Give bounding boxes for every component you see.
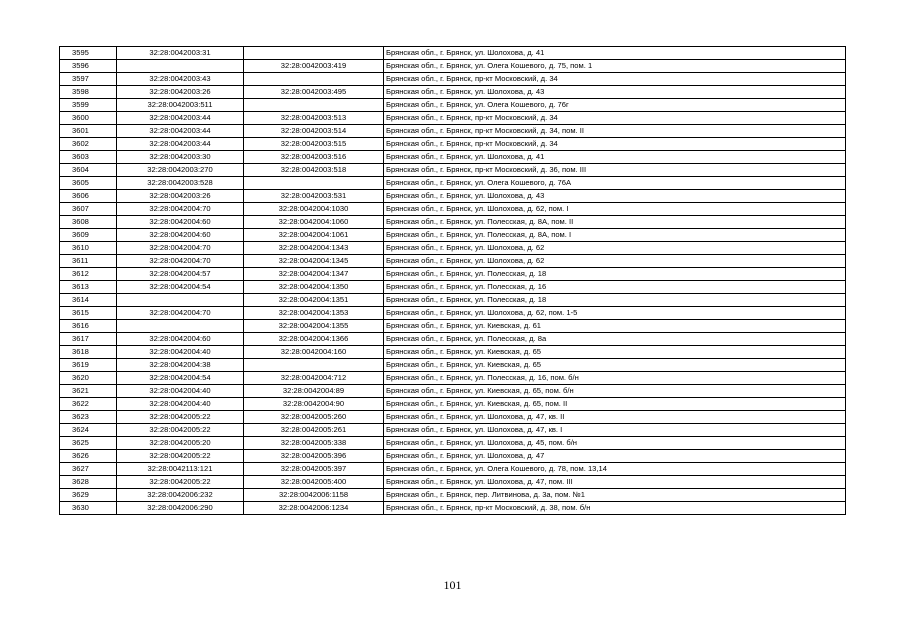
row-number: 3626 bbox=[60, 450, 117, 463]
table-row bbox=[60, 346, 846, 359]
row-number: 3610 bbox=[60, 242, 117, 255]
address: Брянская обл., г. Брянск, ул. Киевская, д. 65 bbox=[384, 346, 846, 359]
parcel-cadastral-number bbox=[117, 294, 244, 307]
address: Брянская обл., г. Брянск, ул. Шолохова, д. 62, пом. I bbox=[384, 203, 846, 216]
object-cadastral-number: 32:28:0042005:397 bbox=[244, 463, 384, 476]
object-cadastral-number: 32:28:0042004:1351 bbox=[244, 294, 384, 307]
object-cadastral-number: 32:28:0042004:1350 bbox=[244, 281, 384, 294]
table-row bbox=[60, 359, 846, 372]
parcel-cadastral-number: 32:28:0042003:44 bbox=[117, 138, 244, 151]
parcel-cadastral-number: 32:28:0042003:44 bbox=[117, 125, 244, 138]
table-row bbox=[60, 164, 846, 177]
row-number: 3614 bbox=[60, 294, 117, 307]
table-row bbox=[60, 216, 846, 229]
table-row bbox=[60, 398, 846, 411]
row-number: 3630 bbox=[60, 502, 117, 515]
parcel-cadastral-number: 32:28:0042004:57 bbox=[117, 268, 244, 281]
row-number: 3606 bbox=[60, 190, 117, 203]
object-cadastral-number: 32:28:0042003:518 bbox=[244, 164, 384, 177]
object-cadastral-number bbox=[244, 99, 384, 112]
address: Брянская обл., г. Брянск, ул. Шолохова, д. 62, пом. 1-5 bbox=[384, 307, 846, 320]
address: Брянская обл., г. Брянск, ул. Шолохова, д. 41 bbox=[384, 47, 846, 60]
address: Брянская обл., г. Брянск, ул. Шолохова, д. 47, кв. II bbox=[384, 411, 846, 424]
object-cadastral-number: 32:28:0042004:160 bbox=[244, 346, 384, 359]
row-number: 3600 bbox=[60, 112, 117, 125]
table-row bbox=[60, 125, 846, 138]
table-row bbox=[60, 151, 846, 164]
row-number: 3602 bbox=[60, 138, 117, 151]
table-row bbox=[60, 502, 846, 515]
parcel-cadastral-number: 32:28:0042004:40 bbox=[117, 398, 244, 411]
parcel-cadastral-number: 32:28:0042005:22 bbox=[117, 476, 244, 489]
parcel-cadastral-number: 32:28:0042004:60 bbox=[117, 333, 244, 346]
table-row bbox=[60, 268, 846, 281]
object-cadastral-number: 32:28:0042003:516 bbox=[244, 151, 384, 164]
page-number: 101 bbox=[443, 578, 462, 592]
address: Брянская обл., г. Брянск, пр-кт Московский, д. 34 bbox=[384, 138, 846, 151]
address: Брянская обл., г. Брянск, ул. Шолохова, д. 62 bbox=[384, 242, 846, 255]
parcel-cadastral-number: 32:28:0042004:54 bbox=[117, 372, 244, 385]
address: Брянская обл., г. Брянск, ул. Шолохова, д. 43 bbox=[384, 86, 846, 99]
object-cadastral-number bbox=[244, 177, 384, 190]
parcel-cadastral-number: 32:28:0042006:290 bbox=[117, 502, 244, 515]
address: Брянская обл., г. Брянск, ул. Полесская, д. 16 bbox=[384, 281, 846, 294]
parcel-cadastral-number: 32:28:0042003:44 bbox=[117, 112, 244, 125]
row-number: 3628 bbox=[60, 476, 117, 489]
table-row bbox=[60, 320, 846, 333]
object-cadastral-number: 32:28:0042005:338 bbox=[244, 437, 384, 450]
object-cadastral-number: 32:28:0042006:1158 bbox=[244, 489, 384, 502]
row-number: 3624 bbox=[60, 424, 117, 437]
object-cadastral-number: 32:28:0042004:1060 bbox=[244, 216, 384, 229]
parcel-cadastral-number: 32:28:0042003:30 bbox=[117, 151, 244, 164]
parcel-cadastral-number: 32:28:0042003:270 bbox=[117, 164, 244, 177]
object-cadastral-number: 32:28:0042005:261 bbox=[244, 424, 384, 437]
parcel-cadastral-number: 32:28:0042005:22 bbox=[117, 411, 244, 424]
table-row bbox=[60, 242, 846, 255]
table-row bbox=[60, 424, 846, 437]
address: Брянская обл., г. Брянск, ул. Полесская, д. 8А, пом. I bbox=[384, 229, 846, 242]
address: Брянская обл., г. Брянск, пр-кт Московский, д. 38, пом. б/н bbox=[384, 502, 846, 515]
table-body bbox=[60, 47, 846, 515]
parcel-cadastral-number: 32:28:0042003:43 bbox=[117, 73, 244, 86]
address: Брянская обл., г. Брянск, ул. Шолохова, д. 47, пом. III bbox=[384, 476, 846, 489]
row-number: 3596 bbox=[60, 60, 117, 73]
object-cadastral-number bbox=[244, 47, 384, 60]
table-row bbox=[60, 450, 846, 463]
parcel-cadastral-number bbox=[117, 320, 244, 333]
table-row bbox=[60, 86, 846, 99]
object-cadastral-number: 32:28:0042004:1343 bbox=[244, 242, 384, 255]
row-number: 3603 bbox=[60, 151, 117, 164]
object-cadastral-number: 32:28:0042005:260 bbox=[244, 411, 384, 424]
row-number: 3629 bbox=[60, 489, 117, 502]
address: Брянская обл., г. Брянск, ул. Шолохова, д. 43 bbox=[384, 190, 846, 203]
table-row bbox=[60, 411, 846, 424]
table-row bbox=[60, 47, 846, 60]
address: Брянская обл., г. Брянск, пр-кт Московский, д. 34 bbox=[384, 73, 846, 86]
row-number: 3619 bbox=[60, 359, 117, 372]
row-number: 3620 bbox=[60, 372, 117, 385]
row-number: 3605 bbox=[60, 177, 117, 190]
parcel-cadastral-number: 32:28:0042004:40 bbox=[117, 385, 244, 398]
table-row bbox=[60, 489, 846, 502]
object-cadastral-number: 32:28:0042004:1030 bbox=[244, 203, 384, 216]
object-cadastral-number: 32:28:0042004:1355 bbox=[244, 320, 384, 333]
row-number: 3613 bbox=[60, 281, 117, 294]
address: Брянская обл., г. Брянск, ул. Шолохова, д. 41 bbox=[384, 151, 846, 164]
object-cadastral-number: 32:28:0042003:513 bbox=[244, 112, 384, 125]
row-number: 3627 bbox=[60, 463, 117, 476]
parcel-cadastral-number: 32:28:0042113:121 bbox=[117, 463, 244, 476]
parcel-cadastral-number: 32:28:0042004:60 bbox=[117, 229, 244, 242]
parcel-cadastral-number: 32:28:0042003:528 bbox=[117, 177, 244, 190]
table-row bbox=[60, 307, 846, 320]
table-row bbox=[60, 437, 846, 450]
address: Брянская обл., г. Брянск, пр-кт Московский, д. 34, пом. II bbox=[384, 125, 846, 138]
table-row bbox=[60, 203, 846, 216]
parcel-cadastral-number: 32:28:0042005:20 bbox=[117, 437, 244, 450]
row-number: 3595 bbox=[60, 47, 117, 60]
row-number: 3599 bbox=[60, 99, 117, 112]
object-cadastral-number: 32:28:0042003:514 bbox=[244, 125, 384, 138]
object-cadastral-number bbox=[244, 359, 384, 372]
table-row bbox=[60, 385, 846, 398]
table-row bbox=[60, 255, 846, 268]
table-row bbox=[60, 112, 846, 125]
parcel-cadastral-number: 32:28:0042003:511 bbox=[117, 99, 244, 112]
object-cadastral-number: 32:28:0042004:1347 bbox=[244, 268, 384, 281]
row-number: 3601 bbox=[60, 125, 117, 138]
table-row bbox=[60, 190, 846, 203]
row-number: 3611 bbox=[60, 255, 117, 268]
table-row bbox=[60, 463, 846, 476]
address: Брянская обл., г. Брянск, ул. Полесская, д. 8а bbox=[384, 333, 846, 346]
row-number: 3609 bbox=[60, 229, 117, 242]
parcel-cadastral-number: 32:28:0042005:22 bbox=[117, 424, 244, 437]
table-row bbox=[60, 138, 846, 151]
object-cadastral-number: 32:28:0042003:531 bbox=[244, 190, 384, 203]
address: Брянская обл., г. Брянск, ул. Шолохова, д. 47, кв. I bbox=[384, 424, 846, 437]
object-cadastral-number: 32:28:0042004:1353 bbox=[244, 307, 384, 320]
parcel-cadastral-number: 32:28:0042004:70 bbox=[117, 242, 244, 255]
address: Брянская обл., г. Брянск, ул. Олега Кошевого, д. 76А bbox=[384, 177, 846, 190]
address: Брянская обл., г. Брянск, ул. Олега Кошевого, д. 78, пом. 13,14 bbox=[384, 463, 846, 476]
address: Брянская обл., г. Брянск, пр-кт Московский, д. 34 bbox=[384, 112, 846, 125]
table-row bbox=[60, 99, 846, 112]
address: Брянская обл., г. Брянск, пр-кт Московский, д. 36, пом. III bbox=[384, 164, 846, 177]
row-number: 3623 bbox=[60, 411, 117, 424]
address: Брянская обл., г. Брянск, ул. Полесская, д. 8А, пом. II bbox=[384, 216, 846, 229]
table-row bbox=[60, 333, 846, 346]
table-row bbox=[60, 281, 846, 294]
row-number: 3618 bbox=[60, 346, 117, 359]
object-cadastral-number: 32:28:0042005:400 bbox=[244, 476, 384, 489]
object-cadastral-number: 32:28:0042003:419 bbox=[244, 60, 384, 73]
parcel-cadastral-number: 32:28:0042004:38 bbox=[117, 359, 244, 372]
parcel-cadastral-number: 32:28:0042004:40 bbox=[117, 346, 244, 359]
address: Брянская обл., г. Брянск, ул. Киевская, д. 65, пом. б/н bbox=[384, 385, 846, 398]
table-row bbox=[60, 73, 846, 86]
object-cadastral-number: 32:28:0042004:89 bbox=[244, 385, 384, 398]
address: Брянская обл., г. Брянск, пер. Литвинова, д. 3а, пом. №1 bbox=[384, 489, 846, 502]
object-cadastral-number: 32:28:0042004:90 bbox=[244, 398, 384, 411]
row-number: 3622 bbox=[60, 398, 117, 411]
row-number: 3625 bbox=[60, 437, 117, 450]
address: Брянская обл., г. Брянск, ул. Полесская, д. 18 bbox=[384, 294, 846, 307]
parcel-cadastral-number: 32:28:0042003:26 bbox=[117, 190, 244, 203]
object-cadastral-number: 32:28:0042004:1061 bbox=[244, 229, 384, 242]
object-cadastral-number: 32:28:0042004:1366 bbox=[244, 333, 384, 346]
address: Брянская обл., г. Брянск, ул. Шолохова, д. 47 bbox=[384, 450, 846, 463]
row-number: 3604 bbox=[60, 164, 117, 177]
parcel-cadastral-number: 32:28:0042006:232 bbox=[117, 489, 244, 502]
address: Брянская обл., г. Брянск, ул. Шолохова, д. 45, пом. б/н bbox=[384, 437, 846, 450]
object-cadastral-number: 32:28:0042003:495 bbox=[244, 86, 384, 99]
row-number: 3616 bbox=[60, 320, 117, 333]
object-cadastral-number: 32:28:0042005:396 bbox=[244, 450, 384, 463]
parcel-cadastral-number: 32:28:0042004:60 bbox=[117, 216, 244, 229]
table-row bbox=[60, 60, 846, 73]
row-number: 3608 bbox=[60, 216, 117, 229]
object-cadastral-number: 32:28:0042003:515 bbox=[244, 138, 384, 151]
row-number: 3621 bbox=[60, 385, 117, 398]
object-cadastral-number: 32:28:0042006:1234 bbox=[244, 502, 384, 515]
row-number: 3612 bbox=[60, 268, 117, 281]
table-row bbox=[60, 294, 846, 307]
address: Брянская обл., г. Брянск, ул. Киевская, д. 61 bbox=[384, 320, 846, 333]
parcel-cadastral-number: 32:28:0042004:70 bbox=[117, 307, 244, 320]
address: Брянская обл., г. Брянск, ул. Олега Кошевого, д. 76г bbox=[384, 99, 846, 112]
table-row bbox=[60, 229, 846, 242]
address: Брянская обл., г. Брянск, ул. Киевская, д. 65, пом. II bbox=[384, 398, 846, 411]
row-number: 3607 bbox=[60, 203, 117, 216]
parcel-cadastral-number: 32:28:0042004:70 bbox=[117, 255, 244, 268]
address: Брянская обл., г. Брянск, ул. Олега Кошевого, д. 75, пом. 1 bbox=[384, 60, 846, 73]
table-row bbox=[60, 372, 846, 385]
address: Брянская обл., г. Брянск, ул. Шолохова, д. 62 bbox=[384, 255, 846, 268]
parcel-cadastral-number: 32:28:0042003:31 bbox=[117, 47, 244, 60]
parcel-cadastral-number: 32:28:0042004:70 bbox=[117, 203, 244, 216]
address: Брянская обл., г. Брянск, ул. Полесская, д. 16, пом. б/н bbox=[384, 372, 846, 385]
parcel-cadastral-number: 32:28:0042004:54 bbox=[117, 281, 244, 294]
row-number: 3617 bbox=[60, 333, 117, 346]
row-number: 3615 bbox=[60, 307, 117, 320]
cadastral-table bbox=[59, 46, 846, 515]
table-row bbox=[60, 177, 846, 190]
parcel-cadastral-number: 32:28:0042003:26 bbox=[117, 86, 244, 99]
address: Брянская обл., г. Брянск, ул. Киевская, д. 65 bbox=[384, 359, 846, 372]
row-number: 3598 bbox=[60, 86, 117, 99]
object-cadastral-number: 32:28:0042004:712 bbox=[244, 372, 384, 385]
object-cadastral-number: 32:28:0042004:1345 bbox=[244, 255, 384, 268]
table-row bbox=[60, 476, 846, 489]
parcel-cadastral-number bbox=[117, 60, 244, 73]
parcel-cadastral-number: 32:28:0042005:22 bbox=[117, 450, 244, 463]
object-cadastral-number bbox=[244, 73, 384, 86]
address: Брянская обл., г. Брянск, ул. Полесская, д. 18 bbox=[384, 268, 846, 281]
row-number: 3597 bbox=[60, 73, 117, 86]
